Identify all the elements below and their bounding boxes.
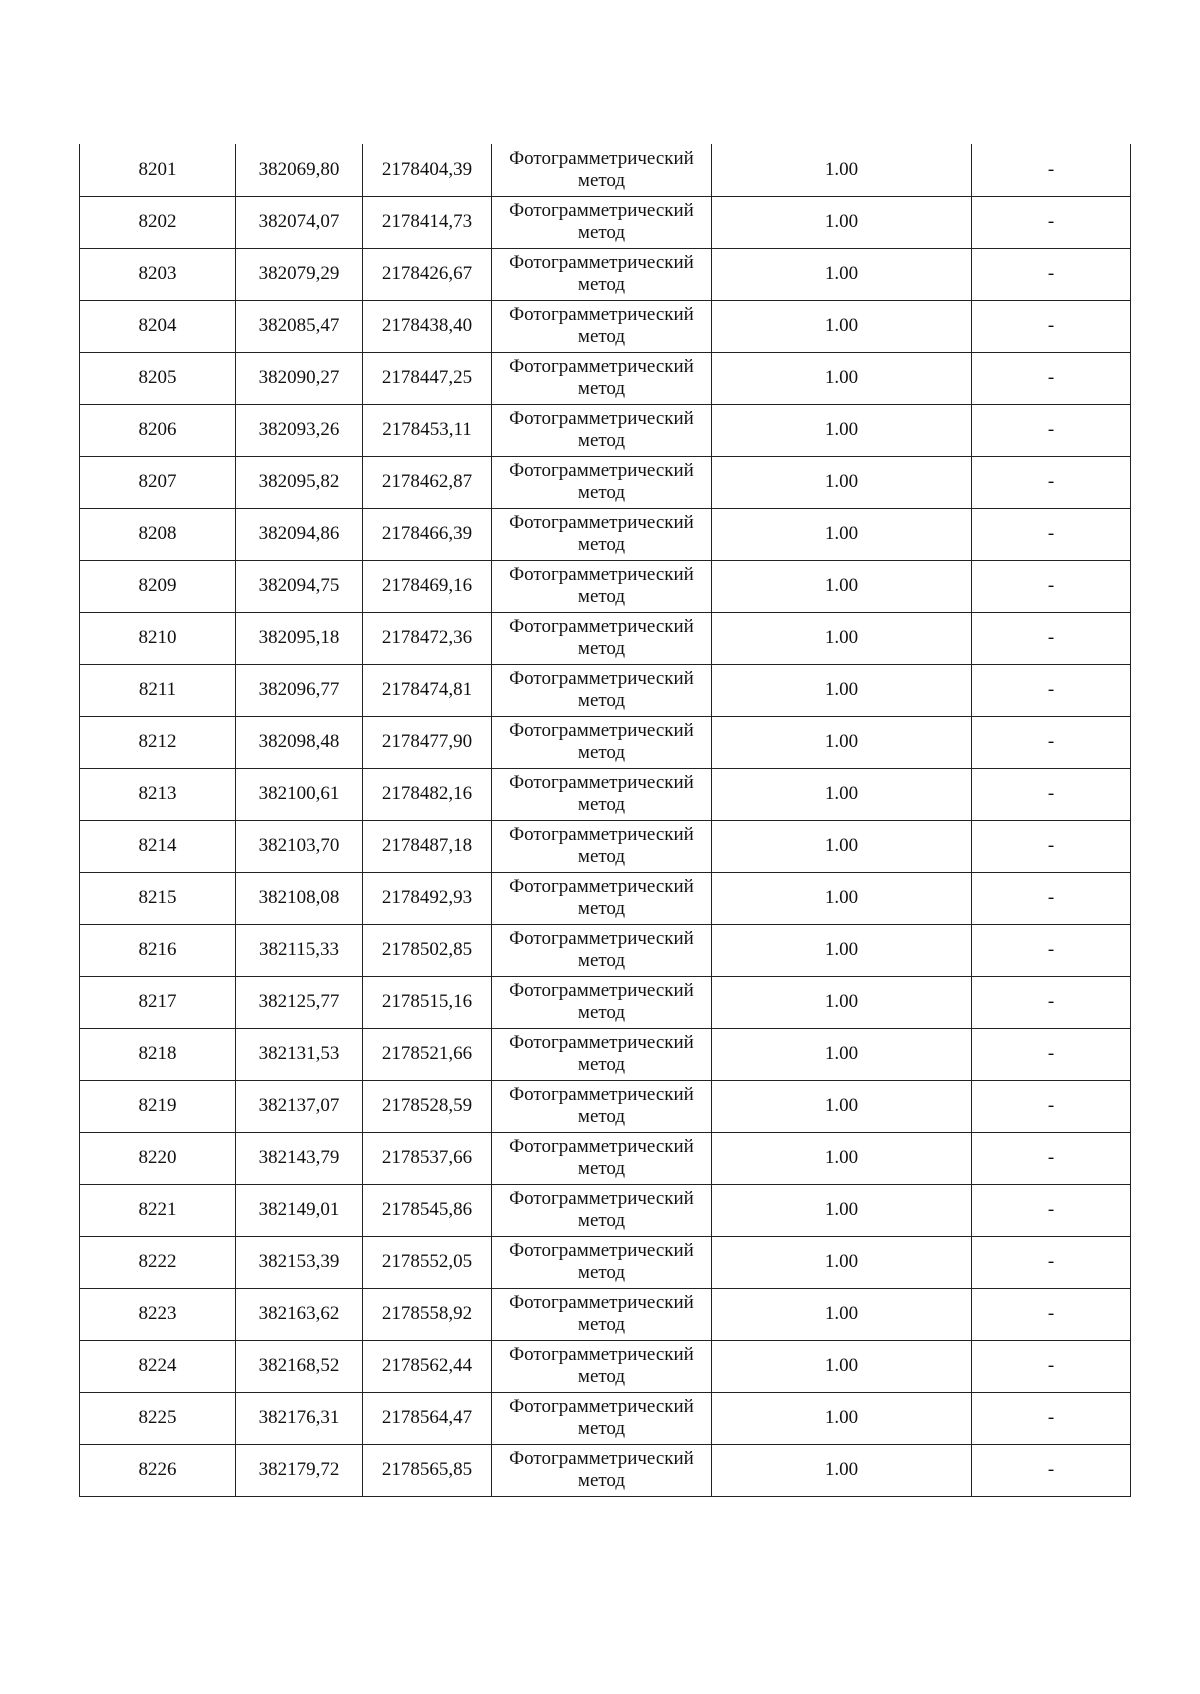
- method-cell: [492, 248, 712, 300]
- point-number-cell: 8217: [80, 976, 236, 1028]
- table-row: [80, 1080, 1131, 1132]
- table-row: [80, 1288, 1131, 1340]
- point-number-cell: 8222: [80, 1236, 236, 1288]
- x-coordinate-cell: 382093,26: [236, 404, 363, 456]
- x-coordinate-cell: 382137,07: [236, 1080, 363, 1132]
- y-coordinate-cell: 2178562,44: [363, 1340, 492, 1392]
- method-line-1: Фотограмметрический: [509, 512, 694, 533]
- method-cell: [492, 404, 712, 456]
- accuracy-cell: 1.00: [712, 352, 972, 404]
- method-cell: [492, 1080, 712, 1132]
- coordinates-table-body: [80, 144, 1131, 1496]
- point-number-cell: 8203: [80, 248, 236, 300]
- point-number-cell: 8211: [80, 664, 236, 716]
- accuracy-cell: 1.00: [712, 872, 972, 924]
- method-line-1: Фотограмметрический: [509, 1188, 694, 1209]
- accuracy-cell: 1.00: [712, 196, 972, 248]
- x-coordinate-cell: 382153,39: [236, 1236, 363, 1288]
- method-line-1: Фотограмметрический: [509, 824, 694, 845]
- method-line-2: метод: [577, 950, 626, 971]
- method-line-2: метод: [577, 1470, 626, 1491]
- y-coordinate-cell: 2178515,16: [363, 976, 492, 1028]
- method-line-2: метод: [577, 1054, 626, 1075]
- method-line-1: Фотограмметрический: [509, 1396, 694, 1417]
- accuracy-cell: 1.00: [712, 1288, 972, 1340]
- method-line-1: Фотограмметрический: [509, 1084, 694, 1105]
- table-row: [80, 716, 1131, 768]
- point-number-cell: 8218: [80, 1028, 236, 1080]
- x-coordinate-cell: 382143,79: [236, 1132, 363, 1184]
- note-cell: -: [972, 1184, 1131, 1236]
- accuracy-cell: 1.00: [712, 1132, 972, 1184]
- x-coordinate-cell: 382095,18: [236, 612, 363, 664]
- y-coordinate-cell: 2178502,85: [363, 924, 492, 976]
- y-coordinate-cell: 2178521,66: [363, 1028, 492, 1080]
- table-row: [80, 248, 1131, 300]
- note-cell: -: [972, 1340, 1131, 1392]
- note-cell: -: [972, 924, 1131, 976]
- method-cell: [492, 1132, 712, 1184]
- method-line-1: Фотограмметрический: [509, 356, 694, 377]
- method-line-1: Фотограмметрический: [509, 147, 694, 169]
- method-cell: [492, 1236, 712, 1288]
- method-line-2: метод: [577, 638, 626, 659]
- method-cell: [492, 1340, 712, 1392]
- method-line-2: метод: [577, 430, 626, 451]
- note-cell: -: [972, 1028, 1131, 1080]
- point-number-cell: 8224: [80, 1340, 236, 1392]
- note-cell: -: [972, 1236, 1131, 1288]
- note-cell: -: [972, 144, 1131, 196]
- table-row: [80, 1184, 1131, 1236]
- accuracy-cell: 1.00: [712, 1236, 972, 1288]
- method-line-2: метод: [577, 222, 626, 243]
- method-line-1: Фотограмметрический: [509, 772, 694, 793]
- method-cell: [492, 924, 712, 976]
- method-line-2: метод: [577, 1002, 626, 1023]
- point-number-cell: 8210: [80, 612, 236, 664]
- table-row: [80, 456, 1131, 508]
- method-line-1: Фотограмметрический: [509, 1344, 694, 1365]
- method-line-1: Фотограмметрический: [509, 1240, 694, 1261]
- method-line-2: метод: [577, 586, 626, 607]
- point-number-cell: 8214: [80, 820, 236, 872]
- note-cell: -: [972, 456, 1131, 508]
- method-line-2: метод: [577, 1366, 626, 1387]
- method-line-1: Фотограмметрический: [509, 564, 694, 585]
- note-cell: -: [972, 1392, 1131, 1444]
- table-row: [80, 1236, 1131, 1288]
- method-line-2: метод: [577, 482, 626, 503]
- accuracy-cell: 1.00: [712, 508, 972, 560]
- note-cell: -: [972, 404, 1131, 456]
- point-number-cell: 8202: [80, 196, 236, 248]
- method-cell: [492, 456, 712, 508]
- table-row: [80, 1444, 1131, 1496]
- table-row: [80, 404, 1131, 456]
- table-row: [80, 612, 1131, 664]
- y-coordinate-cell: 2178474,81: [363, 664, 492, 716]
- method-cell: [492, 196, 712, 248]
- method-line-2: метод: [577, 898, 626, 919]
- x-coordinate-cell: 382100,61: [236, 768, 363, 820]
- coordinates-table: [79, 144, 1131, 1497]
- method-line-1: Фотограмметрический: [509, 1136, 694, 1157]
- note-cell: -: [972, 248, 1131, 300]
- point-number-cell: 8206: [80, 404, 236, 456]
- note-cell: -: [972, 1444, 1131, 1496]
- method-line-1: Фотограмметрический: [509, 720, 694, 741]
- accuracy-cell: 1.00: [712, 300, 972, 352]
- x-coordinate-cell: 382179,72: [236, 1444, 363, 1496]
- note-cell: -: [972, 508, 1131, 560]
- method-cell: [492, 1392, 712, 1444]
- point-number-cell: 8207: [80, 456, 236, 508]
- accuracy-cell: 1.00: [712, 404, 972, 456]
- method-line-1: Фотограмметрический: [509, 200, 694, 221]
- method-cell: [492, 872, 712, 924]
- method-line-1: Фотограмметрический: [509, 1032, 694, 1053]
- x-coordinate-cell: 382131,53: [236, 1028, 363, 1080]
- x-coordinate-cell: 382094,75: [236, 560, 363, 612]
- note-cell: -: [972, 1132, 1131, 1184]
- note-cell: -: [972, 612, 1131, 664]
- method-line-2: метод: [577, 690, 626, 711]
- note-cell: -: [972, 716, 1131, 768]
- accuracy-cell: 1.00: [712, 560, 972, 612]
- y-coordinate-cell: 2178487,18: [363, 820, 492, 872]
- note-cell: -: [972, 560, 1131, 612]
- y-coordinate-cell: 2178477,90: [363, 716, 492, 768]
- y-coordinate-cell: 2178537,66: [363, 1132, 492, 1184]
- method-cell: [492, 612, 712, 664]
- point-number-cell: 8225: [80, 1392, 236, 1444]
- table-row: [80, 1132, 1131, 1184]
- y-coordinate-cell: 2178565,85: [363, 1444, 492, 1496]
- point-number-cell: 8226: [80, 1444, 236, 1496]
- note-cell: -: [972, 768, 1131, 820]
- x-coordinate-cell: 382096,77: [236, 664, 363, 716]
- note-cell: -: [972, 196, 1131, 248]
- y-coordinate-cell: 2178414,73: [363, 196, 492, 248]
- method-line-2: метод: [577, 1314, 626, 1335]
- x-coordinate-cell: 382176,31: [236, 1392, 363, 1444]
- y-coordinate-cell: 2178438,40: [363, 300, 492, 352]
- table-row: [80, 1392, 1131, 1444]
- note-cell: -: [972, 352, 1131, 404]
- x-coordinate-cell: 382074,07: [236, 196, 363, 248]
- y-coordinate-cell: 2178462,87: [363, 456, 492, 508]
- table-row: [80, 560, 1131, 612]
- method-cell: [492, 1444, 712, 1496]
- y-coordinate-cell: 2178482,16: [363, 768, 492, 820]
- table-row: [80, 1340, 1131, 1392]
- table-row: [80, 664, 1131, 716]
- y-coordinate-cell: 2178466,39: [363, 508, 492, 560]
- x-coordinate-cell: 382115,33: [236, 924, 363, 976]
- y-coordinate-cell: 2178558,92: [363, 1288, 492, 1340]
- y-coordinate-cell: 2178472,36: [363, 612, 492, 664]
- y-coordinate-cell: 2178404,39: [363, 144, 492, 196]
- method-cell: [492, 976, 712, 1028]
- method-cell: [492, 508, 712, 560]
- table-row: [80, 352, 1131, 404]
- note-cell: -: [972, 976, 1131, 1028]
- accuracy-cell: 1.00: [712, 820, 972, 872]
- method-line-2: метод: [577, 1210, 626, 1231]
- x-coordinate-cell: 382085,47: [236, 300, 363, 352]
- point-number-cell: 8201: [80, 144, 236, 196]
- x-coordinate-cell: 382094,86: [236, 508, 363, 560]
- table-row: [80, 976, 1131, 1028]
- accuracy-cell: 1.00: [712, 456, 972, 508]
- method-line-1: Фотограмметрический: [509, 616, 694, 637]
- method-line-1: Фотограмметрический: [509, 980, 694, 1001]
- method-cell: [492, 820, 712, 872]
- x-coordinate-cell: 382090,27: [236, 352, 363, 404]
- table-row: [80, 1028, 1131, 1080]
- method-line-2: метод: [577, 1262, 626, 1283]
- accuracy-cell: 1.00: [712, 924, 972, 976]
- x-coordinate-cell: 382095,82: [236, 456, 363, 508]
- point-number-cell: 8223: [80, 1288, 236, 1340]
- note-cell: -: [972, 872, 1131, 924]
- point-number-cell: 8205: [80, 352, 236, 404]
- x-coordinate-cell: 382168,52: [236, 1340, 363, 1392]
- y-coordinate-cell: 2178552,05: [363, 1236, 492, 1288]
- y-coordinate-cell: 2178469,16: [363, 560, 492, 612]
- method-line-1: Фотограмметрический: [509, 928, 694, 949]
- y-coordinate-cell: 2178453,11: [363, 404, 492, 456]
- y-coordinate-cell: 2178528,59: [363, 1080, 492, 1132]
- accuracy-cell: 1.00: [712, 144, 972, 196]
- accuracy-cell: 1.00: [712, 612, 972, 664]
- accuracy-cell: 1.00: [712, 768, 972, 820]
- accuracy-cell: 1.00: [712, 1028, 972, 1080]
- note-cell: -: [972, 664, 1131, 716]
- x-coordinate-cell: 382149,01: [236, 1184, 363, 1236]
- table-row: [80, 872, 1131, 924]
- table-row: [80, 924, 1131, 976]
- method-cell: [492, 300, 712, 352]
- accuracy-cell: 1.00: [712, 1392, 972, 1444]
- method-line-2: метод: [577, 326, 626, 347]
- point-number-cell: 8216: [80, 924, 236, 976]
- method-cell: [492, 1288, 712, 1340]
- point-number-cell: 8221: [80, 1184, 236, 1236]
- method-line-2: метод: [577, 274, 626, 295]
- table-row: [80, 508, 1131, 560]
- note-cell: -: [972, 300, 1131, 352]
- table-row: [80, 196, 1131, 248]
- x-coordinate-cell: 382108,08: [236, 872, 363, 924]
- table-row: [80, 768, 1131, 820]
- method-line-1: Фотограмметрический: [509, 1292, 694, 1313]
- accuracy-cell: 1.00: [712, 716, 972, 768]
- table-row: [80, 820, 1131, 872]
- accuracy-cell: 1.00: [712, 1444, 972, 1496]
- accuracy-cell: 1.00: [712, 1184, 972, 1236]
- point-number-cell: 8219: [80, 1080, 236, 1132]
- method-line-2: метод: [577, 1418, 626, 1439]
- method-cell: [492, 664, 712, 716]
- point-number-cell: 8220: [80, 1132, 236, 1184]
- method-line-2: метод: [577, 378, 626, 399]
- accuracy-cell: 1.00: [712, 1080, 972, 1132]
- method-cell: [492, 352, 712, 404]
- accuracy-cell: 1.00: [712, 664, 972, 716]
- accuracy-cell: 1.00: [712, 976, 972, 1028]
- y-coordinate-cell: 2178447,25: [363, 352, 492, 404]
- method-line-2: метод: [577, 794, 626, 815]
- method-line-2: метод: [577, 846, 626, 867]
- point-number-cell: 8215: [80, 872, 236, 924]
- method-line-1: Фотограмметрический: [509, 460, 694, 481]
- y-coordinate-cell: 2178564,47: [363, 1392, 492, 1444]
- method-line-1: Фотограмметрический: [509, 408, 694, 429]
- table-row: [80, 300, 1131, 352]
- x-coordinate-cell: 382069,80: [236, 144, 363, 196]
- point-number-cell: 8209: [80, 560, 236, 612]
- method-line-2: метод: [577, 169, 626, 191]
- accuracy-cell: 1.00: [712, 248, 972, 300]
- note-cell: -: [972, 1288, 1131, 1340]
- method-cell: [492, 1184, 712, 1236]
- y-coordinate-cell: 2178545,86: [363, 1184, 492, 1236]
- method-line-2: метод: [577, 534, 626, 555]
- method-line-1: Фотограмметрический: [509, 252, 694, 273]
- method-cell: [492, 144, 712, 196]
- point-number-cell: 8213: [80, 768, 236, 820]
- x-coordinate-cell: 382163,62: [236, 1288, 363, 1340]
- note-cell: -: [972, 1080, 1131, 1132]
- x-coordinate-cell: 382079,29: [236, 248, 363, 300]
- x-coordinate-cell: 382103,70: [236, 820, 363, 872]
- accuracy-cell: 1.00: [712, 1340, 972, 1392]
- method-line-1: Фотограмметрический: [509, 876, 694, 897]
- y-coordinate-cell: 2178492,93: [363, 872, 492, 924]
- method-line-1: Фотограмметрический: [509, 668, 694, 689]
- point-number-cell: 8212: [80, 716, 236, 768]
- method-cell: [492, 1028, 712, 1080]
- method-cell: [492, 716, 712, 768]
- x-coordinate-cell: 382125,77: [236, 976, 363, 1028]
- table-row: [80, 144, 1131, 196]
- y-coordinate-cell: 2178426,67: [363, 248, 492, 300]
- method-line-2: метод: [577, 742, 626, 763]
- x-coordinate-cell: 382098,48: [236, 716, 363, 768]
- method-cell: [492, 560, 712, 612]
- method-line-2: метод: [577, 1106, 626, 1127]
- method-line-2: метод: [577, 1158, 626, 1179]
- method-cell: [492, 768, 712, 820]
- point-number-cell: 8208: [80, 508, 236, 560]
- method-line-1: Фотограмметрический: [509, 1448, 694, 1469]
- note-cell: -: [972, 820, 1131, 872]
- method-line-1: Фотограмметрический: [509, 304, 694, 325]
- point-number-cell: 8204: [80, 300, 236, 352]
